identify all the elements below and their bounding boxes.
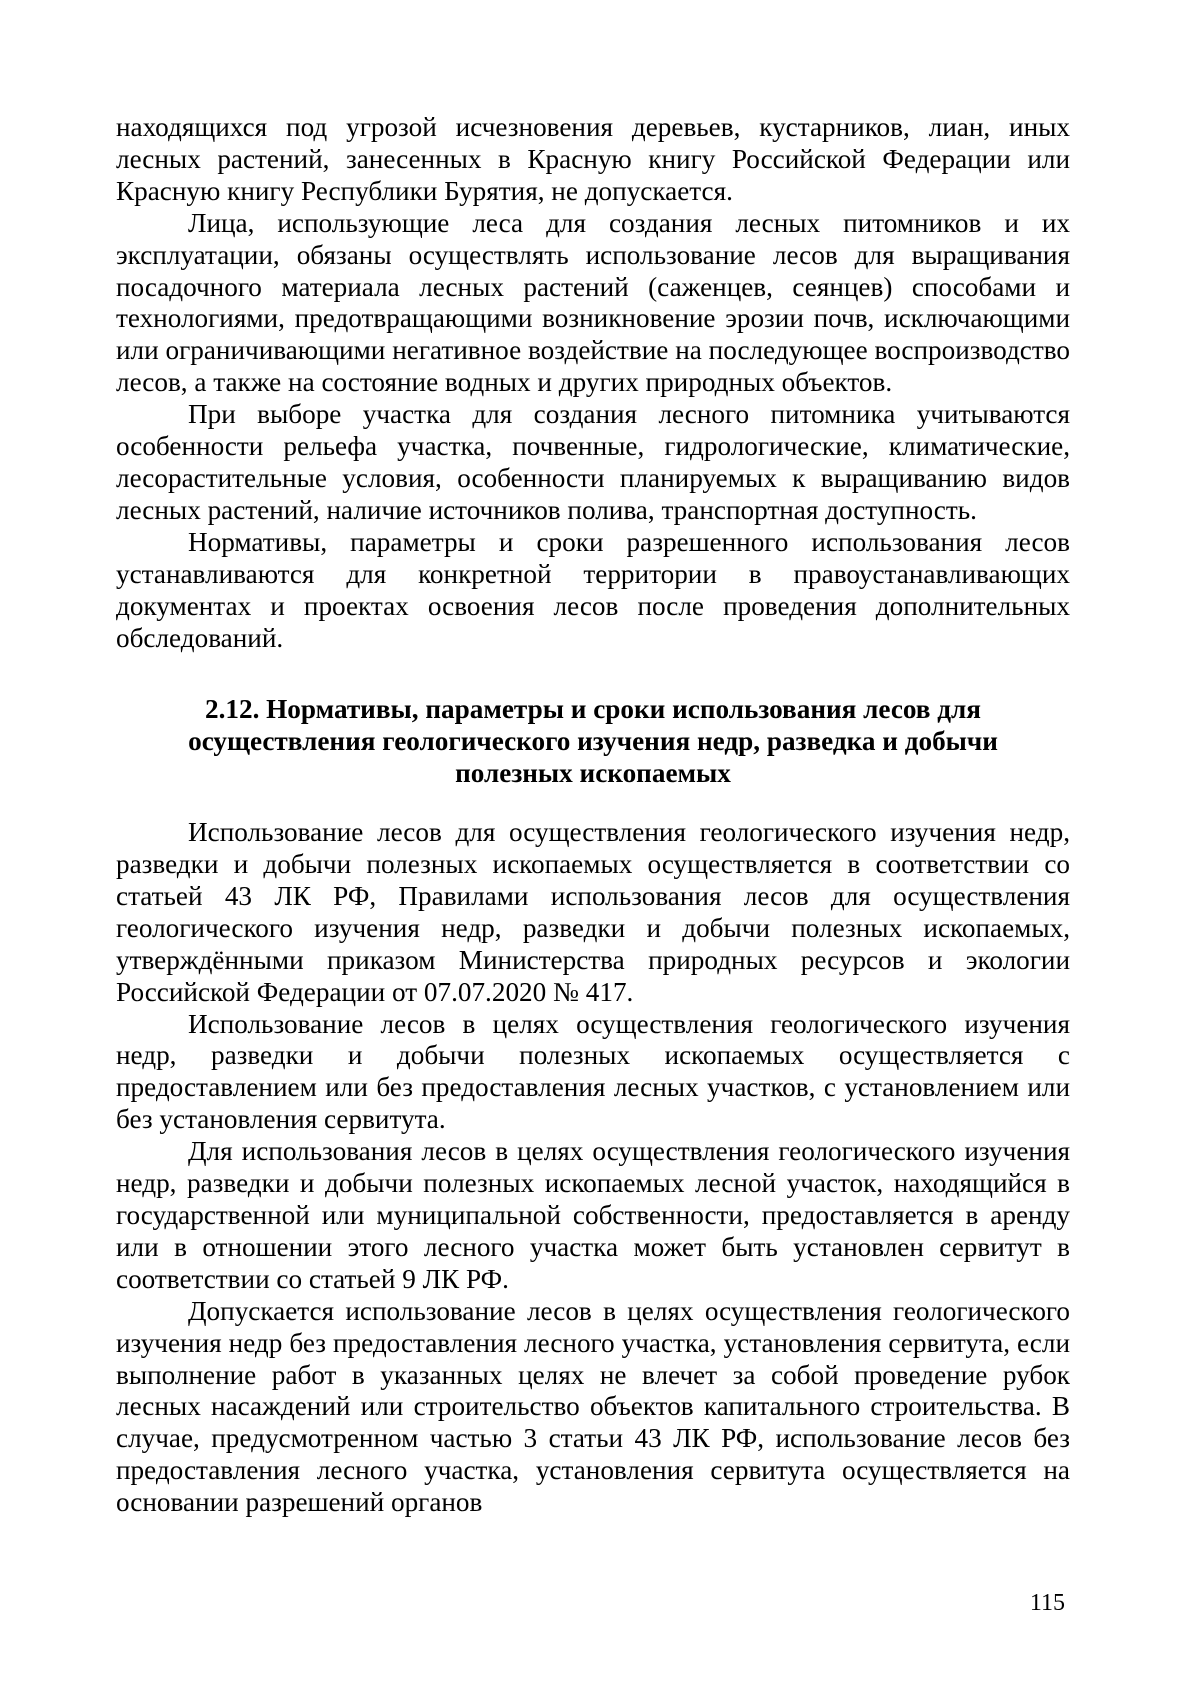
paragraph-nursery-obligations: Лица, использующие леса для создания лесных питомников и их эксплуатации, обязаны осуществлять использование лесов для выращивания посадочного материала лесных растений (саженцев, сеянцев) способами и технологиями, предотвращающими возникновение эрозии почв, исключающими или ограничивающими негативное воздействие на последующее воспроизводство лесов, а также на состояние водных и других природных объектов. (116, 207, 1070, 398)
section-heading: 2.12. Нормативы, параметры и сроки использования лесов для осуществления геологического изучения недр, разведка и добычи полезных ископаемых (188, 694, 998, 789)
page-number: 115 (1029, 1590, 1065, 1616)
paragraph-lease-servitude: Для использования лесов в целях осуществления геологического изучения недр, разведки и добычи полезных ископаемых лесной участок, находящийся в государственной или муниципальной собственности, предоставляется в аренду или в отношении этого лесного участка может быть установлен сервитут в соответствии со статьей 9 ЛК РФ. (116, 1136, 1070, 1294)
document-page (116, 112, 1070, 1519)
paragraph-without-plot: Допускается использование лесов в целях осуществления геологического изучения недр без предоставления лесного участка, установления сервитута, если выполнение работ в указанных целях не влечет за собой проведение рубок лесных насаждений или строительство объектов капитального строительства. В случае, предусмотренном частью 3 статьи 43 ЛК РФ, использование лесов без предоставления лесного участка, установления сервитута осуществляется на основании разрешений органов (116, 1295, 1070, 1518)
paragraph-norms-parameters: Нормативы, параметры и сроки разрешенного использования лесов устанавливаются для конкретной территории в правоустанавливающих документах и проектах освоения лесов после проведения дополнительных обследований. (116, 526, 1070, 653)
paragraph-site-selection: При выборе участка для создания лесного питомника учитываются особенности рельефа участка, почвенные, гидрологические, климатические, лесорастительные условия, особенности планируемых к выращиванию видов лесных растений, наличие источников полива, транспортная доступность. (116, 399, 1070, 525)
paragraph-continuation: находящихся под угрозой исчезновения деревьев, кустарников, лиан, иных лесных растений, занесенных в Красную книгу Российской Федерации или Красную книгу Республики Бурятия, не допускается. (116, 112, 1070, 206)
paragraph-geology-usage: Использование лесов для осуществления геологического изучения недр, разведки и добычи полезных ископаемых осуществляется в соответствии со статьей 43 ЛК РФ, Правилами использования лесов для осуществления геологического изучения недр, разведки и добычи полезных ископаемых, утверждёнными приказом Министерства природных ресурсов и экологии Российской Федерации от 07.07.2020 № 417. (116, 817, 1070, 1007)
paragraph-with-or-without-plots: Использование лесов в целях осуществления геологического изучения недр, разведки и добычи полезных ископаемых осуществляется с предоставлением или без предоставления лесных участков, с установлением или без установления сервитута. (116, 1008, 1070, 1135)
